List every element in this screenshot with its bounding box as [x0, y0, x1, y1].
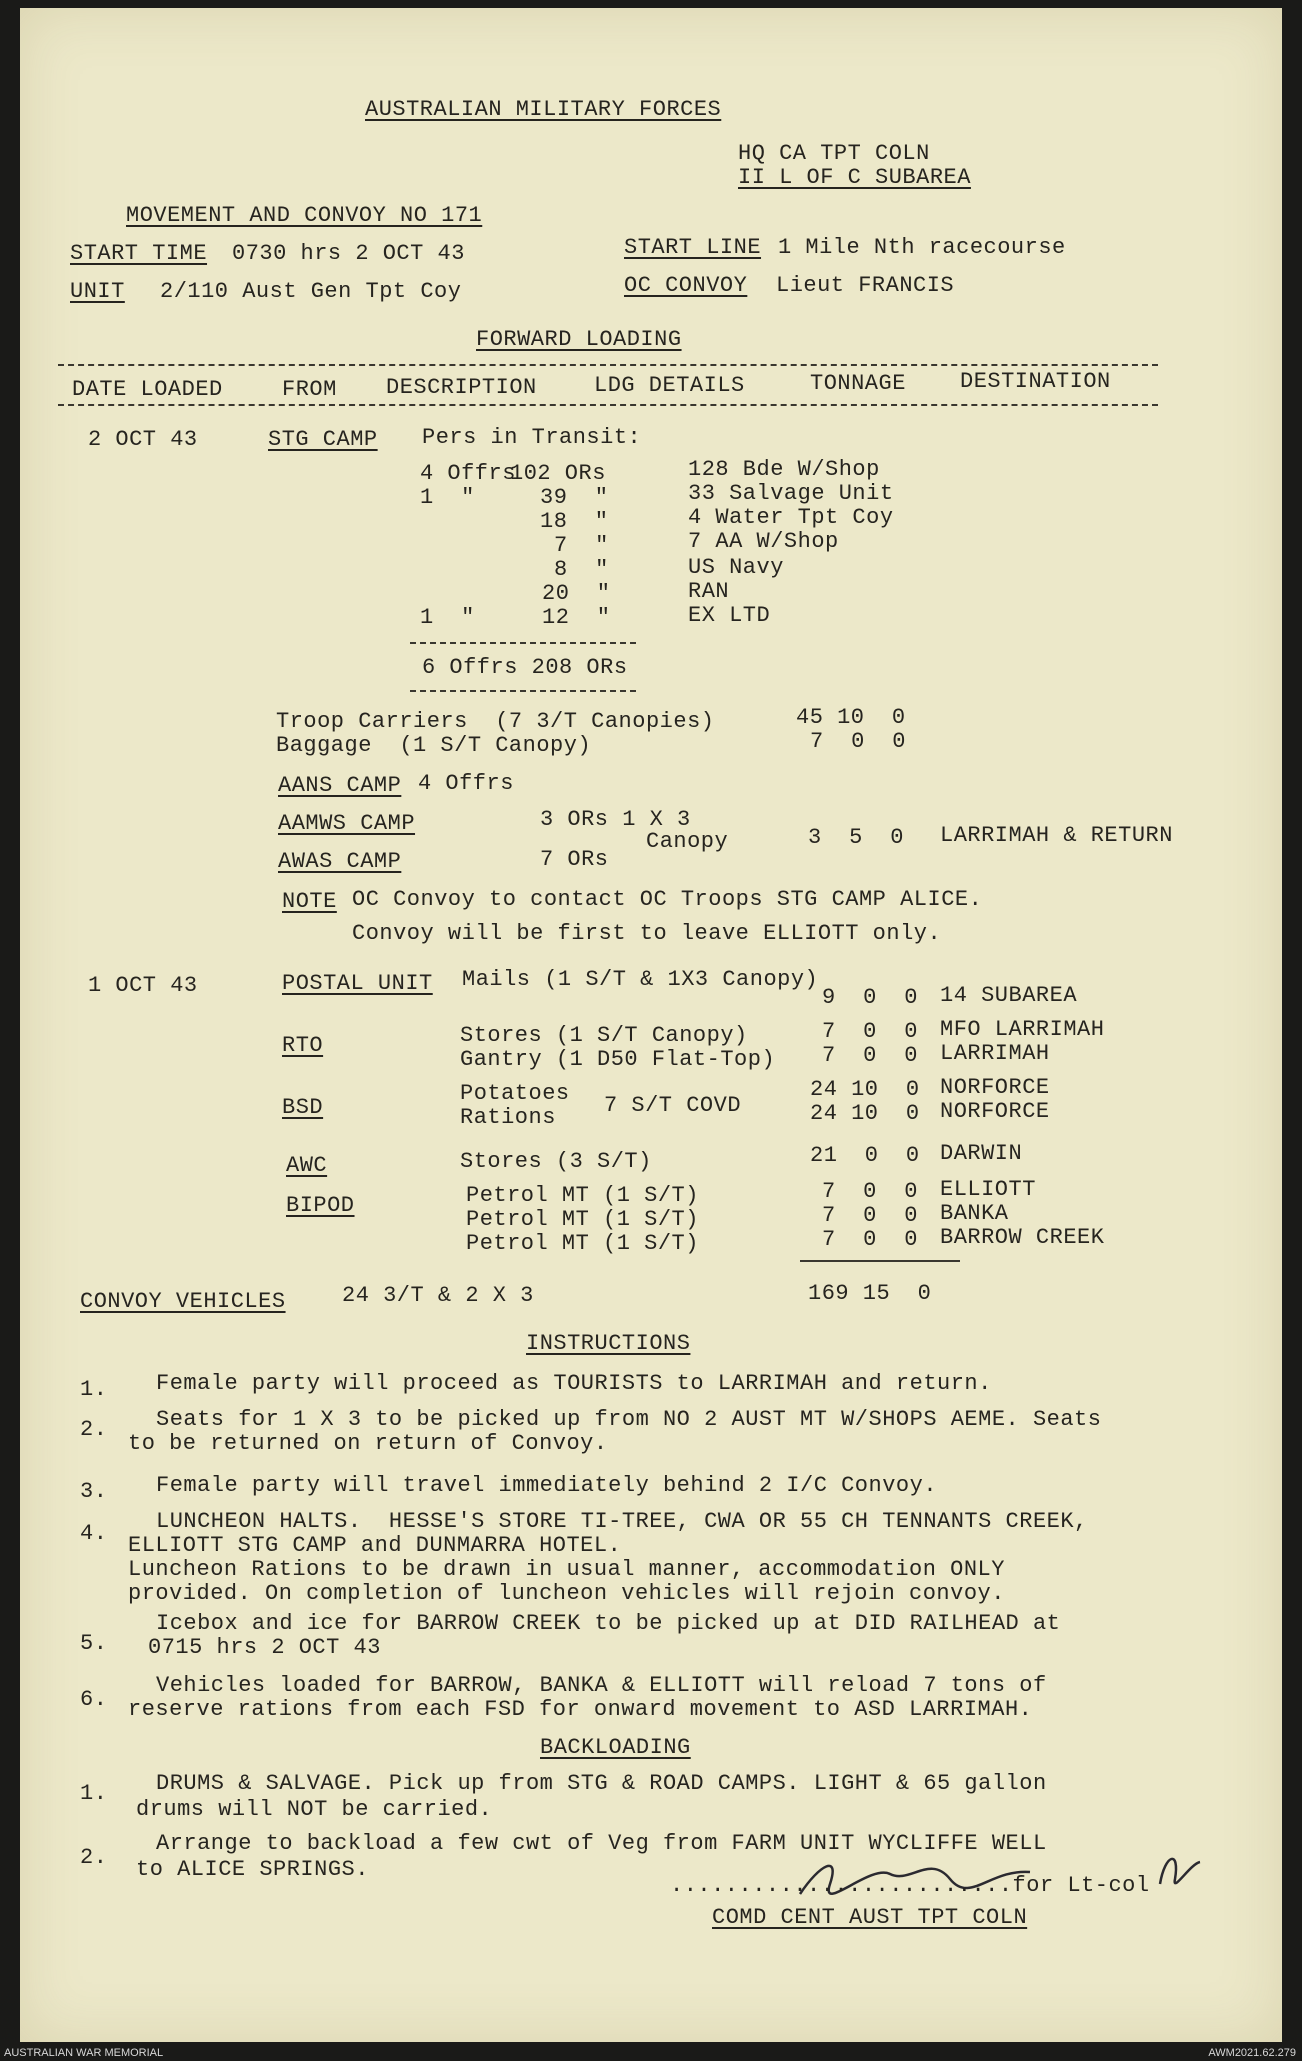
instruction-text: Female party will travel immediately behind 2 I/C Convoy.: [156, 1473, 938, 1498]
pers-unit: US Navy: [688, 555, 784, 580]
postal-description: Mails (1 S/T & 1X3 Canopy): [462, 967, 819, 992]
pers-unit: RAN: [688, 579, 730, 604]
row-tonnage: 7 0 0: [822, 1043, 918, 1068]
aamws-label: AAMWS CAMP: [278, 811, 416, 836]
instruction-text: Luncheon Rations to be drawn in usual manner, accommodation ONLY: [128, 1557, 1005, 1582]
row-destination: LARRIMAH: [940, 1041, 1050, 1066]
awas-tonnage: 3 5 0: [808, 825, 904, 850]
start-line-label: START LINE: [624, 235, 762, 260]
footer-left: AUSTRALIAN WAR MEMORIAL: [4, 2047, 164, 2059]
convoy-vehicles-value: 24 3/T & 2 X 3: [342, 1283, 534, 1308]
divider: [58, 404, 1158, 406]
instruction-text: Icebox and ice for BARROW CREEK to be picked up at DID RAILHEAD at: [156, 1611, 1061, 1636]
backloading-number: 1.: [80, 1781, 108, 1806]
pers-offrs: 4 Offrs: [420, 461, 516, 486]
document-page: [20, 8, 1282, 2042]
backloading-number: 2.: [80, 1845, 108, 1870]
instruction-number: 2.: [80, 1417, 108, 1442]
total-rule: [800, 1260, 960, 1262]
awas-label: AWAS CAMP: [278, 849, 402, 874]
troop-tonnage: 45 10 0: [796, 705, 906, 730]
instruction-number: 6.: [80, 1687, 108, 1712]
movement-heading: MOVEMENT AND CONVOY NO 171: [126, 203, 483, 228]
row-destination: NORFORCE: [940, 1075, 1050, 1100]
awas-destination: LARRIMAH & RETURN: [940, 823, 1173, 848]
instruction-text: provided. On completion of luncheon vehicles will rejoin convoy.: [128, 1581, 1005, 1606]
footer-right: AWM2021.62.279: [1208, 2047, 1296, 2059]
backloading-heading: BACKLOADING: [540, 1735, 691, 1760]
baggage: Baggage (1 S/T Canopy): [276, 733, 592, 758]
note-label: NOTE: [282, 889, 337, 914]
column-tonnage: TONNAGE: [810, 371, 906, 396]
aamws-detail: 3 ORs 1 X 3: [540, 807, 691, 832]
pers-total: 6 Offrs 208 ORs: [422, 655, 628, 680]
block1-description: Pers in Transit:: [422, 425, 642, 450]
instruction-text: reserve rations from each FSD for onward movement to ASD LARRIMAH.: [128, 1697, 1033, 1722]
row-description: Stores (1 S/T Canopy): [460, 1023, 748, 1048]
pers-unit: 128 Bde W/Shop: [688, 457, 880, 482]
oc-convoy-value: Lieut FRANCIS: [776, 273, 955, 298]
pers-ors: 102 ORs: [510, 461, 606, 486]
row-from: BIPOD: [286, 1193, 355, 1218]
column-destination: DESTINATION: [960, 369, 1111, 394]
pers-ors: 18 ": [540, 509, 609, 534]
backloading-text: to ALICE SPRINGS.: [136, 1857, 369, 1882]
bsd-ldg-details: 7 S/T COVD: [604, 1093, 742, 1118]
aans-detail: 4 Offrs: [418, 771, 514, 796]
note-line-2: Convoy will be first to leave ELLIOTT only.: [352, 921, 942, 946]
instruction-text: Female party will proceed as TOURISTS to LARRIMAH and return.: [156, 1371, 992, 1396]
baggage-tonnage: 7 0 0: [810, 729, 906, 754]
start-time-label: START TIME: [70, 241, 208, 266]
pers-offrs: 1 ": [420, 605, 475, 630]
pers-unit: 7 AA W/Shop: [688, 529, 839, 554]
instruction-number: 3.: [80, 1479, 108, 1504]
row-destination: BARROW CREEK: [940, 1225, 1105, 1250]
start-line-value: 1 Mile Nth racecourse: [778, 235, 1066, 260]
pers-ors: 12 ": [542, 605, 611, 630]
row-description: Petrol MT (1 S/T): [466, 1183, 699, 1208]
row-tonnage: 21 0 0: [810, 1143, 920, 1168]
backloading-text: drums will NOT be carried.: [136, 1797, 493, 1822]
row-destination: BANKA: [940, 1201, 1009, 1226]
postal-label: POSTAL UNIT: [282, 971, 433, 996]
postal-destination: 14 SUBAREA: [940, 983, 1078, 1008]
note-line-1: OC Convoy to contact OC Troops STG CAMP ALICE.: [352, 887, 983, 912]
instruction-number: 5.: [80, 1631, 108, 1656]
instruction-text: to be returned on return of Convoy.: [128, 1431, 608, 1456]
instruction-number: 1.: [80, 1377, 108, 1402]
canopy: Canopy: [646, 829, 729, 854]
divider: [410, 690, 636, 692]
forward-loading-heading: FORWARD LOADING: [476, 327, 682, 352]
column-date-loaded: DATE LOADED: [72, 377, 223, 402]
block1-from: STG CAMP: [268, 427, 378, 452]
row-destination: NORFORCE: [940, 1099, 1050, 1124]
instruction-text: ELLIOTT STG CAMP and DUNMARRA HOTEL.: [128, 1533, 622, 1558]
signature-title: COMD CENT AUST TPT COLN: [712, 1905, 1028, 1930]
row-from: RTO: [282, 1033, 324, 1058]
backloading-text: DRUMS & SALVAGE. Pick up from STG & ROAD CAMPS. LIGHT & 65 gallon: [156, 1771, 1047, 1796]
unit-label: UNIT: [70, 279, 125, 304]
row-tonnage: 7 0 0: [822, 1179, 918, 1204]
backloading-text: Arrange to backload a few cwt of Veg from FARM UNIT WYCLIFFE WELL: [156, 1831, 1047, 1856]
signature-line: .........................for Lt-col: [670, 1873, 1150, 1898]
row-tonnage: 7 0 0: [822, 1227, 918, 1252]
total-tonnage: 169 15 0: [808, 1281, 932, 1306]
row-tonnage: 24 10 0: [810, 1101, 920, 1126]
row-tonnage: 7 0 0: [822, 1203, 918, 1228]
postal-tonnage: 9 0 0: [822, 985, 918, 1010]
instruction-text: Vehicles loaded for BARROW, BANKA & ELLIOTT will reload 7 tons of: [156, 1673, 1047, 1698]
column-description: DESCRIPTION: [386, 375, 537, 400]
pers-ors: 39 ": [540, 485, 609, 510]
pers-unit: 33 Salvage Unit: [688, 481, 894, 506]
hq-line-1: HQ CA TPT COLN: [738, 141, 930, 166]
row-description: Petrol MT (1 S/T): [466, 1207, 699, 1232]
pers-ors: 8 ": [554, 557, 609, 582]
convoy-vehicles-label: CONVOY VEHICLES: [80, 1289, 286, 1314]
column-ldg-details: LDG DETAILS: [594, 373, 745, 398]
row-from: AWC: [286, 1153, 328, 1178]
row-from: BSD: [282, 1095, 324, 1120]
pers-ors: 7 ": [554, 533, 609, 558]
oc-convoy-label: OC CONVOY: [624, 273, 748, 298]
pers-unit: 4 Water Tpt Coy: [688, 505, 894, 530]
divider: [58, 364, 1158, 366]
awas-detail: 7 ORs: [540, 847, 609, 872]
row-description: Rations: [460, 1105, 556, 1130]
block2-date: 1 OCT 43: [88, 973, 198, 998]
block1-date: 2 OCT 43: [88, 427, 198, 452]
row-description: Gantry (1 D50 Flat-Top): [460, 1047, 776, 1072]
instruction-text: Seats for 1 X 3 to be picked up from NO 2 AUST MT W/SHOPS AEME. Seats: [156, 1407, 1102, 1432]
divider: [410, 642, 636, 644]
pers-offrs: 1 ": [420, 485, 475, 510]
row-tonnage: 24 10 0: [810, 1077, 920, 1102]
troop-carriers: Troop Carriers (7 3/T Canopies): [276, 709, 715, 734]
hq-line-2: II L OF C SUBAREA: [738, 165, 971, 190]
column-from: FROM: [282, 377, 337, 402]
pers-unit: EX LTD: [688, 603, 771, 628]
instruction-text: 0715 hrs 2 OCT 43: [148, 1635, 381, 1660]
start-time-value: 0730 hrs 2 OCT 43: [232, 241, 465, 266]
row-description: Petrol MT (1 S/T): [466, 1231, 699, 1256]
pers-ors: 20 ": [542, 581, 611, 606]
instructions-heading: INSTRUCTIONS: [526, 1331, 691, 1356]
row-description: Potatoes: [460, 1081, 570, 1106]
document-title: AUSTRALIAN MILITARY FORCES: [365, 97, 722, 122]
aans-label: AANS CAMP: [278, 773, 402, 798]
row-destination: MFO LARRIMAH: [940, 1017, 1105, 1042]
instruction-number: 4.: [80, 1521, 108, 1546]
instruction-text: LUNCHEON HALTS. HESSE'S STORE TI-TREE, CWA OR 55 CH TENNANTS CREEK,: [156, 1509, 1088, 1534]
unit-value: 2/110 Aust Gen Tpt Coy: [160, 279, 462, 304]
row-description: Stores (3 S/T): [460, 1149, 652, 1174]
row-tonnage: 7 0 0: [822, 1019, 918, 1044]
row-destination: ELLIOTT: [940, 1177, 1036, 1202]
row-destination: DARWIN: [940, 1141, 1023, 1166]
